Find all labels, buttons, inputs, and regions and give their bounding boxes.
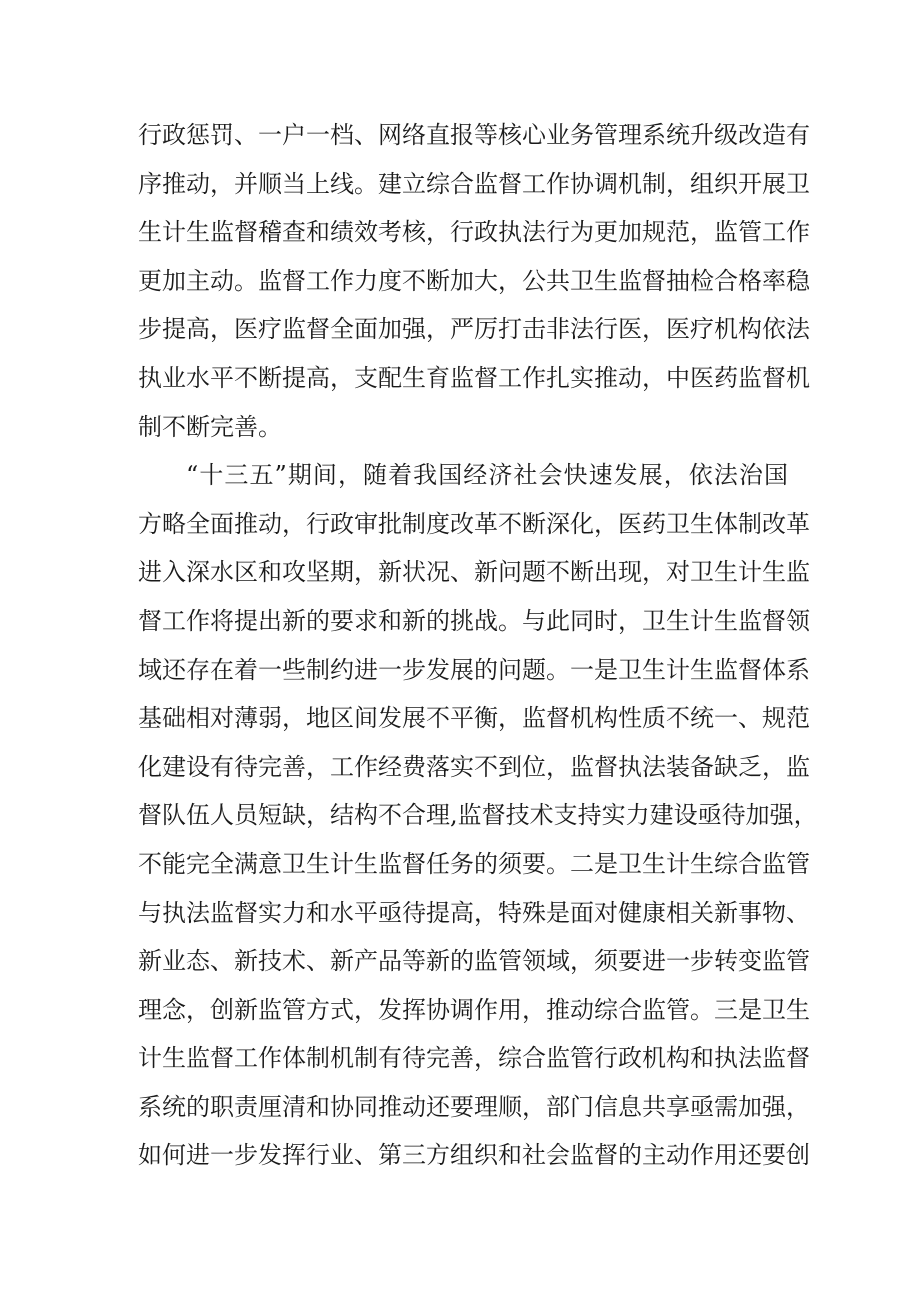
text-line: 生计生监督稽查和绩效考核，行政执法行为更加规范，监管工作 <box>138 218 810 247</box>
text-line: 理念，创新监管方式，发挥协调作用，推动综合监管。三是卫生 <box>138 995 810 1024</box>
text-line: 与执法监督实力和水平亟待提高，特殊是面对健康相关新事物、 <box>138 898 810 927</box>
text-line: 方略全面推动，行政审批制度改革不断深化，医药卫生体制改革 <box>138 509 810 538</box>
text-line: 基础相对薄弱，地区间发展不平衡，监督机构性质不统一、规范 <box>138 704 810 733</box>
paragraph-2 <box>138 451 818 1180</box>
text-line: 新业态、新技术、新产品等新的监管领域，须要进一步转变监管 <box>138 947 810 976</box>
paragraph-1 <box>138 111 810 451</box>
text-line: 执业水平不断提高，支配生育监督工作扎实推动，中医药监督机 <box>138 363 810 392</box>
text-line: 制不断完善。 <box>138 412 282 441</box>
text-line: 如何进一步发挥行业、第三方组织和社会监督的主动作用还要创 <box>138 1141 810 1170</box>
text-line: 更加主动。监督工作力度不断加大，公共卫生监督抽检合格率稳 <box>138 266 810 295</box>
text-line: 行政惩罚、一户一档、网络直报等核心业务管理系统升级改造有 <box>138 121 810 149</box>
body-text <box>138 111 818 1180</box>
text-line: 督队伍人员短缺，结构不合理,监督技术支持实力建设亟待加强， <box>138 801 818 830</box>
text-line: 域还存在着一些制约进一步发展的问题。一是卫生计生监督体系 <box>138 655 810 684</box>
text-line: 系统的职责厘清和协同推动还要理顺，部门信息共享亟需加强， <box>138 1092 810 1121</box>
text-line: 步提高，医疗监督全面加强，严厉打击非法行医，医疗机构依法 <box>138 315 810 344</box>
text-line: 计生监督工作体制机制有待完善，综合监管行政机构和执法监督 <box>138 1044 810 1073</box>
text-line: “十三五”期间，随着我国经济社会快速发展，依法治国 <box>186 461 788 490</box>
text-line: 序推动，并顺当上线。建立综合监督工作协调机制，组织开展卫 <box>138 169 810 198</box>
text-line: 进入深水区和攻坚期，新状况、新问题不断出现，对卫生计生监 <box>138 558 810 587</box>
text-line: 不能完全满意卫生计生监督任务的须要。二是卫生计生综合监管 <box>138 849 810 878</box>
text-line: 督工作将提出新的要求和新的挑战。与此同时，卫生计生监督领 <box>138 606 810 635</box>
text-line: 化建设有待完善，工作经费落实不到位，监督执法装备缺乏，监 <box>138 752 810 781</box>
